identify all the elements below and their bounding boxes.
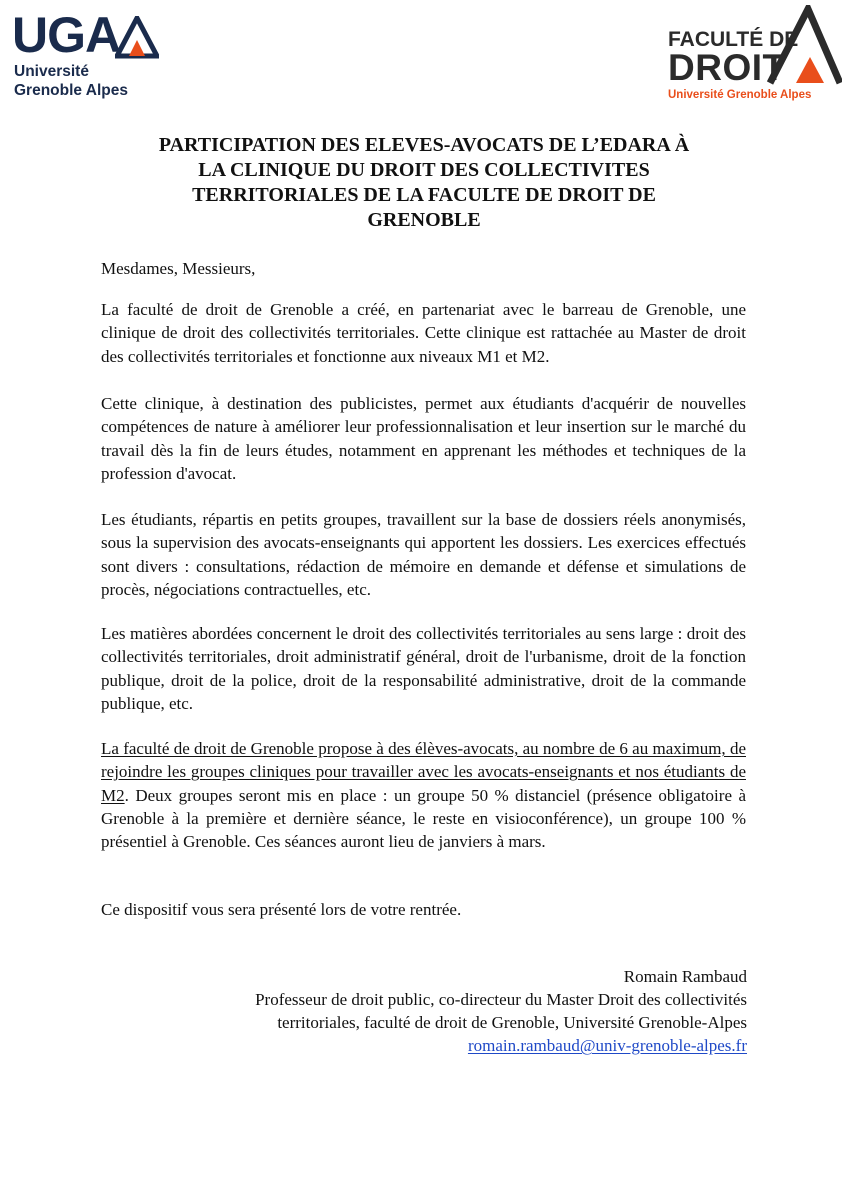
uga-logo	[12, 7, 162, 100]
uga-logo-text	[14, 62, 128, 100]
paragraph-organisation: Les étudiants, répartis en petits groupes, travaillent sur la base de dossiers réels anonymisés, sous la supervision des avocats-enseignants qui apportent les dossiers. Les exercices effectués sont divers : consultations, rédaction de mémoire en demande et défense et simulations de procès, négociations contractuelles, etc.	[101, 510, 746, 599]
signatory-role-line2: territoriales, faculté de droit de Grenoble, Université Grenoble-Alpes	[277, 1013, 747, 1032]
paragraph-proposal	[101, 737, 746, 853]
signatory-role-line1: Professeur de droit public, co-directeur du Master Droit des collectivités	[255, 990, 747, 1009]
document-title	[105, 133, 743, 233]
proposal-details-text: . Deux groupes seront mis en place : un groupe 50 % distanciel (présence obligatoire à Grenoble à la première et dernière séance, le reste en visioconférence), un groupe 100 % présentiel à Grenoble. Ces séances auront lieu de janviers à mars.	[101, 785, 746, 852]
paragraph-intro: La faculté de droit de Grenoble a créé, en partenariat avec le barreau de Grenoble, une clinique de droit des collectivités territoriales. Cette clinique est rattachée au Master de droit des collectivités territoriales et fonctionne aux niveaux M1 et M2.	[101, 300, 746, 366]
paragraph-closing: Ce dispositif vous sera présenté lors de votre rentrée.	[101, 900, 462, 919]
uga-logo-line1: Université	[14, 63, 89, 80]
greeting: Mesdames, Messieurs,	[101, 259, 256, 278]
signatory-name: Romain Rambaud	[623, 967, 747, 986]
uga-triangle-icon	[115, 16, 159, 60]
faculte-logo-line1: FACULTÉ DE	[668, 28, 799, 51]
faculte-logo-line3: Université Grenoble Alpes	[668, 89, 812, 101]
proposal-underlined-text: La faculté de droit de Grenoble propose à des élèves-avocats, au nombre de 6 au maximum, de rejoindre les groupes cliniques pour travailler avec les avocats-enseignants et nos étudiants de M2	[101, 739, 746, 805]
title-line: PARTICIPATION DES ELEVES-AVOCATS DE L’EDARA À	[158, 134, 690, 156]
uga-logo-line2: Grenoble Alpes	[14, 82, 128, 99]
paragraph-subjects: Les matières abordées concernent le droit des collectivités territoriales au sens large : droit des collectivités territoriales, droit administratif général, droit de l'urbanisme, droit de la fonction publique, droit de la police, droit de la responsabilité administrative, droit de la commande publique, etc.	[101, 624, 746, 713]
signature-block	[127, 965, 747, 1057]
faculte-logo-line2: DROIT	[668, 47, 786, 88]
title-line: LA CLINIQUE DU DROIT DES COLLECTIVITES	[198, 159, 650, 181]
title-line: GRENOBLE	[367, 209, 481, 231]
title-line: TERRITORIALES DE LA FACULTE DE DROIT DE	[192, 184, 656, 206]
paragraph-objectives: Cette clinique, à destination des publicistes, permet aux étudiants d'acquérir de nouvelles compétences de nature à améliorer leur professionnalisation et leur insertion sur le marché du travail dès la fin de leurs études, notamment en apprenant les méthodes et techniques de la profession d'avocat.	[101, 394, 746, 483]
faculte-droit-logo	[660, 5, 842, 105]
uga-logo-mark: UGA	[12, 7, 121, 63]
signatory-email-link[interactable]: romain.rambaud@univ-grenoble-alpes.fr	[467, 1036, 747, 1055]
